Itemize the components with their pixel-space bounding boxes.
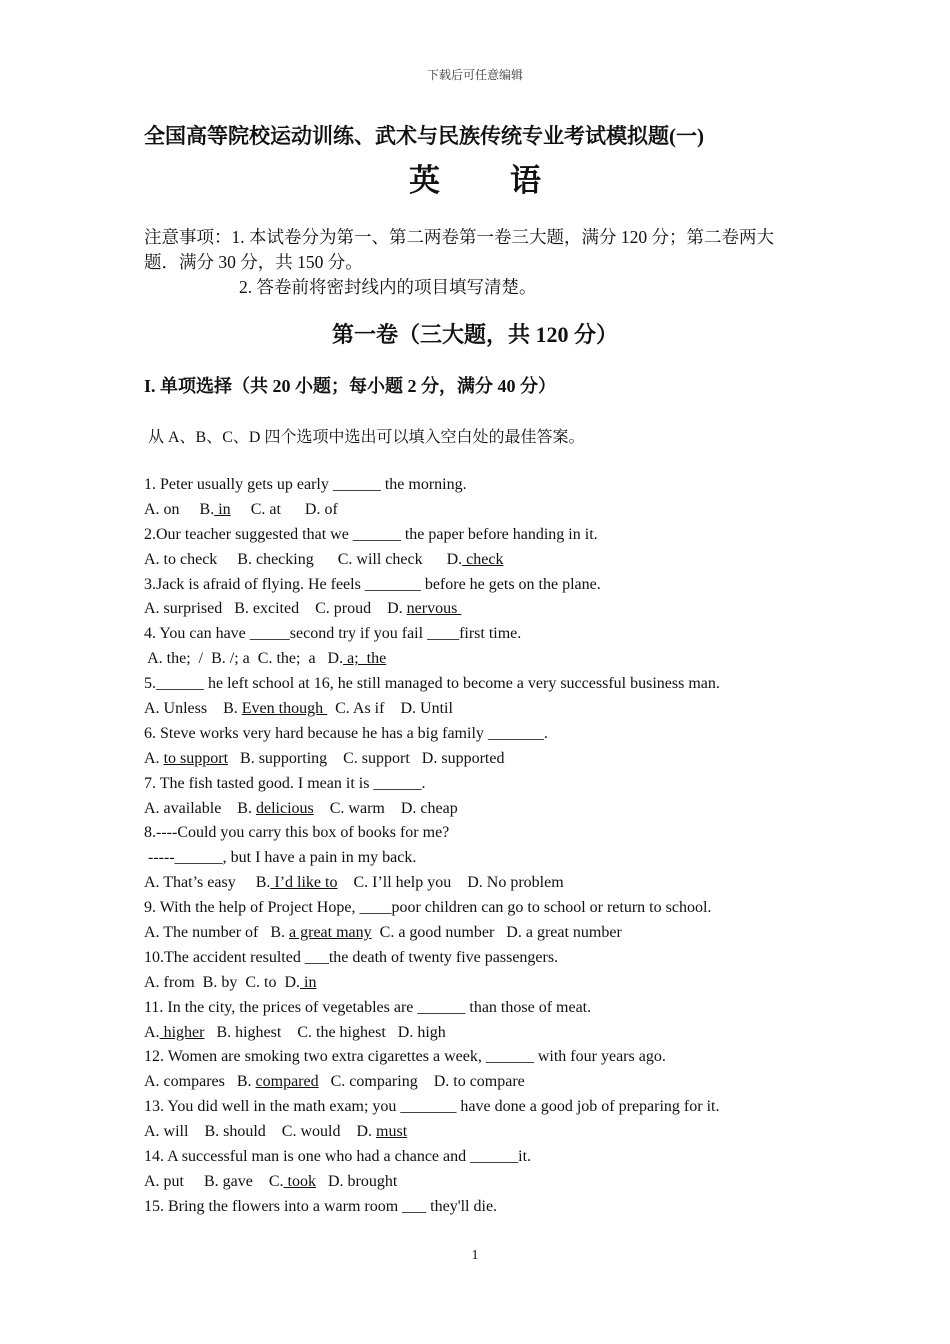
answer-options — [144, 697, 824, 722]
notice-block — [144, 225, 804, 300]
underlined-answer: compared — [255, 1073, 319, 1091]
underlined-answer: I’d like to — [270, 874, 338, 892]
instruction: 从 A、B、C、D 四个选项中选出可以填入空白处的最佳答案。 — [148, 429, 585, 446]
question-text: 1. Peter usually gets up early ______ the morning. — [144, 476, 467, 493]
question-text: 12. Women are smoking two extra cigarettes a week, ______ with four years ago. — [144, 1048, 666, 1066]
underlined-answer: a; the — [343, 650, 387, 668]
answer-options — [144, 971, 824, 996]
underlined-answer: delicious — [255, 799, 314, 817]
underlined-answer: a great many — [289, 924, 372, 942]
underlined-answer: took — [283, 1172, 316, 1190]
answer-options — [144, 921, 824, 946]
answer-options — [144, 597, 824, 622]
question-text: 2.Our teacher suggested that we ______ the paper before handing in it. — [144, 525, 598, 543]
question-list — [144, 473, 824, 1220]
options-text: A. That’s easy B. — [144, 874, 271, 892]
header-note: 下载后可任意编辑 — [426, 68, 523, 82]
options-text: D. brought — [316, 1172, 398, 1190]
answer-options — [144, 548, 824, 573]
options-text: C. at D. of — [230, 500, 338, 518]
answer-options — [144, 1070, 824, 1095]
question-text: 11. In the city, the prices of vegetables are ______ than those of meat. — [144, 998, 592, 1016]
subject-title: 英语 — [409, 163, 611, 198]
question-reply-line: -----______, but I have a pain in my back. — [144, 849, 417, 867]
notice-line-1: 注意事项：1. 本试卷分为第一、第二两卷第一卷三大题，满分 120 分；第二卷两大题．满分 30 分，共 150 分。 — [144, 227, 774, 272]
options-text: A. put B. gave C. — [144, 1172, 284, 1190]
section-title: I. 单项选择（共 20 小题；每小题 2 分，满分 40 分） — [144, 376, 557, 396]
question-text: 3.Jack is afraid of flying. He feels _______ before he gets on the plane. — [144, 575, 601, 593]
question-text: 6. Steve works very hard because he has a big family _______. — [144, 724, 548, 742]
options-text: A. The number of B. — [144, 924, 290, 942]
underlined-answer: in — [214, 500, 231, 518]
question-text: 14. A successful man is one who had a chance and ______it. — [144, 1148, 532, 1166]
answer-options — [144, 1021, 824, 1046]
answer-options — [144, 1170, 824, 1195]
answer-options — [144, 871, 824, 896]
answer-options — [144, 647, 824, 672]
underlined-answer: must — [376, 1123, 408, 1141]
options-text: A. Unless B. — [144, 700, 242, 718]
options-text: B. supporting C. support D. supported — [228, 749, 505, 767]
options-text: C. As if D. Until — [327, 700, 453, 718]
answer-options — [144, 747, 824, 772]
question-text: 8.----Could you carry this box of books for me? — [144, 824, 450, 842]
options-text: C. warm D. cheap — [313, 799, 458, 817]
question-text: 10.The accident resulted ___the death of twenty five passengers. — [144, 948, 559, 966]
underlined-answer: in — [300, 973, 317, 991]
options-text: A. compares B. — [144, 1073, 256, 1091]
options-text: A. — [144, 1023, 160, 1041]
answer-options — [144, 498, 824, 523]
answer-options — [144, 797, 824, 822]
question-text: 15. Bring the flowers into a warm room ___ they'll die. — [144, 1197, 498, 1215]
question-text: 5.______ he left school at 16, he still managed to become a very successful business man. — [144, 675, 720, 693]
options-text: A. available B. — [144, 799, 256, 817]
notice-line-2: 2. 答卷前将密封线内的项目填写清楚。 — [239, 277, 537, 297]
question-text: 4. You can have _____second try if you fail ____first time. — [144, 625, 522, 643]
underlined-answer: Even though — [241, 700, 328, 718]
question-text: 7. The fish tasted good. I mean it is ______. — [144, 774, 426, 792]
options-text: A. will B. should C. would D. — [144, 1123, 377, 1141]
underlined-answer: nervous — [406, 600, 462, 618]
options-text: C. comparing D. to compare — [318, 1073, 525, 1091]
question-text: 13. You did well in the math exam; you _______ have done a good job of preparing for it. — [144, 1098, 720, 1116]
answer-options — [144, 1120, 824, 1145]
underlined-answer: higher — [159, 1023, 205, 1041]
underlined-answer: check — [462, 550, 504, 568]
part-title: 第一卷（三大题，共 120 分） — [331, 322, 618, 347]
page-number: 1 — [471, 1248, 479, 1263]
options-text: A. to check B. checking C. will check D. — [144, 550, 463, 568]
options-text: A. — [144, 749, 164, 767]
options-text: C. a good number D. a great number — [371, 924, 622, 942]
options-text: A. the; / B. /; a C. the; a D. — [144, 650, 344, 668]
options-text: A. surprised B. excited C. proud D. — [144, 600, 407, 618]
underlined-answer: to support — [163, 749, 229, 767]
options-text: A. on B. — [144, 500, 215, 518]
question-text: 9. With the help of Project Hope, ____poor children can go to school or return to school. — [144, 899, 712, 917]
options-text: C. I’ll help you D. No problem — [337, 874, 564, 892]
exam-title: 全国高等院校运动训练、武术与民族传统专业考试模拟题(一) — [144, 124, 704, 148]
options-text: A. from B. by C. to D. — [144, 973, 300, 991]
options-text: B. highest C. the highest D. high — [204, 1023, 446, 1041]
